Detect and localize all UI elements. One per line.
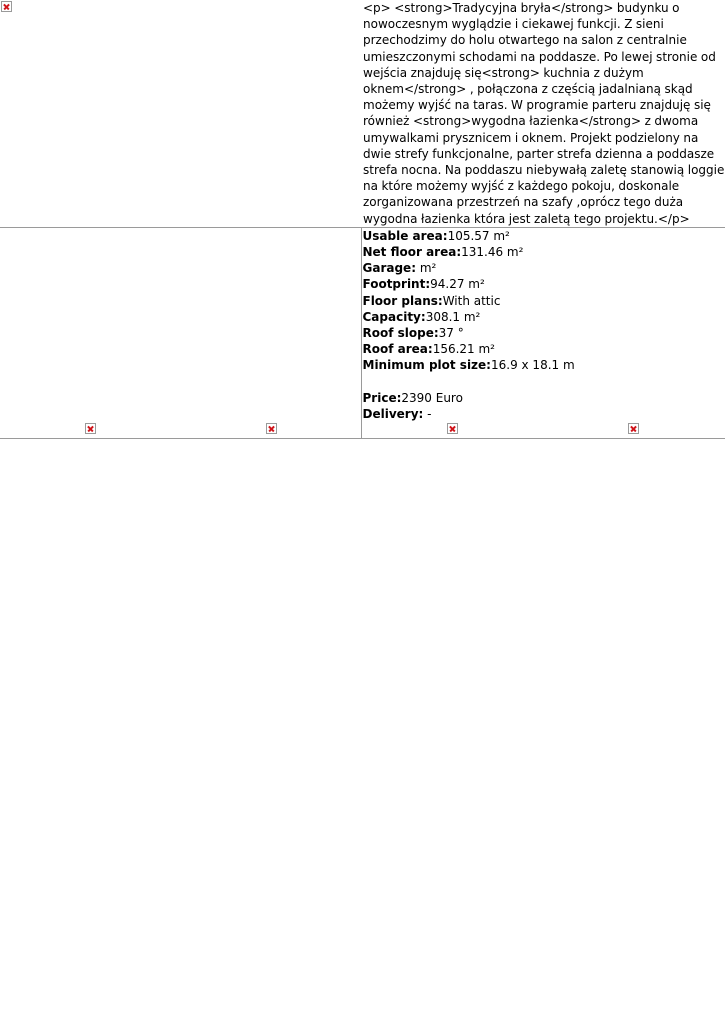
spec-garage: Garage: m²	[362, 261, 437, 276]
specs-cell	[361, 227, 725, 438]
spec-min-plot-size: Minimum plot size:16.9 x 18.1 m	[362, 358, 575, 373]
spec-delivery: Delivery: -	[362, 407, 432, 422]
project-details-table	[0, 0, 725, 439]
spec-roof-area: Roof area:156.21 m²	[362, 342, 495, 357]
spec-roof-slope: Roof slope:37 °	[362, 326, 464, 341]
thumbnail-row	[0, 423, 725, 437]
specs-list	[362, 228, 725, 422]
broken-image-icon[interactable]	[85, 423, 96, 434]
project-description: <p> <strong>Tradycyjna bryła</strong> budynku o nowoczesnym wyglądzie i ciekawej funkcji. Z sieni przechodzimy do holu otwartego na salon z centralnie umieszczonymi schodami na poddasze. Po lewej stronie od wejścia znajduję się<strong> kuchnia z dużym oknem</strong> , połączona z częścią jadalnianą skąd możemy wyjść na taras. W programie parteru znajduję się również <strong>wygodna łazienka</strong> z dwoma umywalkami prysznicem i oknem. Projekt podzielony na dwie strefy funkcjonalne, parter strefa dzienna a poddasze strefa nocna. Na poddaszu niebywałą zaletę stanowią loggie na które możemy wyjść z każdego pokoju, doskonale zorganizowana przestrzeń na szafy ,oprócz tego duża wygodna łazienka która jest zaletą tego projektu.</p>	[363, 1, 725, 226]
broken-image-icon[interactable]	[447, 423, 458, 434]
description-cell	[361, 0, 725, 227]
spec-usable-area: Usable area:105.57 m²	[362, 228, 510, 243]
spec-price: Price:2390 Euro	[362, 390, 463, 405]
empty-cell	[0, 227, 361, 438]
spec-footprint: Footprint:94.27 m²	[362, 277, 485, 292]
spec-capacity: Capacity:308.1 m²	[362, 309, 481, 324]
spec-net-floor-area: Net floor area:131.46 m²	[362, 245, 524, 260]
description-row	[0, 0, 725, 227]
main-image-cell	[0, 0, 361, 227]
broken-image-icon[interactable]	[266, 423, 277, 434]
spec-floor-plans: Floor plans:With attic	[362, 293, 501, 308]
spacer	[363, 374, 725, 390]
broken-image-icon[interactable]	[628, 423, 639, 434]
specs-row	[0, 227, 725, 438]
